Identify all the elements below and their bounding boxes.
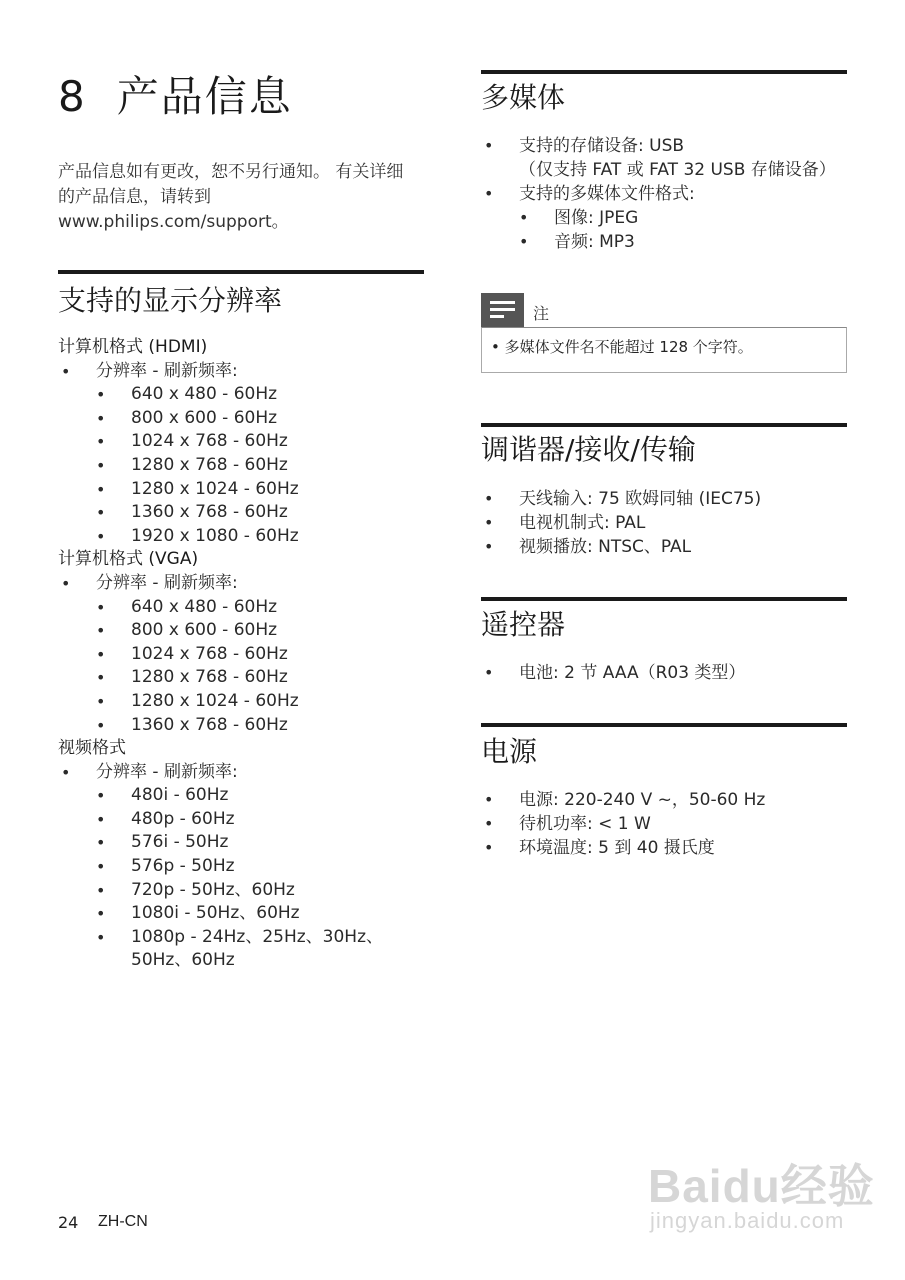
bullet: • (96, 526, 106, 546)
bullet: • (61, 361, 71, 381)
bullet: • (519, 232, 529, 251)
list-item: • 1024 x 768 - 60Hz (58, 430, 428, 454)
bullet: • (96, 621, 106, 641)
section-rule (481, 423, 847, 427)
bullet: • (96, 597, 106, 617)
list-item: • 天线输入: 75 欧姆同轴 (IEC75) (484, 489, 762, 509)
list-item: • 1280 x 768 - 60Hz (58, 454, 428, 478)
bullet: • (61, 762, 71, 782)
bullet: • (96, 927, 106, 947)
section-rule (481, 723, 847, 727)
bullet: • (484, 184, 494, 203)
multimedia-list (481, 134, 841, 254)
bullet: • (484, 537, 494, 556)
bullet: • (484, 513, 494, 532)
bullet: • (519, 208, 529, 227)
bullet: • (96, 455, 106, 475)
bullet: • (96, 385, 106, 405)
list-item: • 分辨率 - 刷新频率: (58, 761, 428, 785)
section-rule (481, 70, 847, 74)
chapter-title (58, 64, 293, 124)
bullet: • (96, 809, 106, 829)
list-item: • 1080i - 50Hz、60Hz (58, 902, 428, 926)
list-item: • 640 x 480 - 60Hz (58, 596, 428, 620)
language-code: ZH-CN (98, 1213, 148, 1230)
bullet: • (484, 489, 494, 508)
bullet: • (96, 691, 106, 711)
list-item: • 电源: 220-240 V ~，50-60 Hz (484, 790, 766, 810)
list-item: • 800 x 600 - 60Hz (58, 407, 428, 431)
list-item: • 电视机制式: PAL (484, 513, 646, 533)
bullet: • (96, 644, 106, 664)
section-rule (481, 597, 847, 601)
bullet: • (96, 904, 106, 924)
list-item: • 720p - 50Hz、60Hz (58, 879, 428, 903)
list-item: • 576p - 50Hz (58, 855, 428, 879)
section-title-resolutions: 支持的显示分辨率 (58, 284, 283, 317)
bullet: • (484, 838, 494, 857)
list-item: • 分辨率 - 刷新频率: (58, 572, 428, 596)
bullet: • (96, 432, 106, 452)
resolution-groups (58, 336, 428, 973)
bullet: • (96, 857, 106, 877)
list-item: • 图像: JPEG (519, 208, 639, 228)
watermark-logo: Baidu经验 (648, 1160, 875, 1212)
chapter-title-text: 产品信息 (116, 72, 293, 121)
group-list-video (58, 761, 428, 973)
list-item: • 480i - 60Hz (58, 784, 428, 808)
group-heading-video: 视频格式 (58, 738, 126, 759)
list-item: • 待机功率: < 1 W (484, 814, 651, 834)
bullet: • (96, 408, 106, 428)
list-item: • 分辨率 - 刷新频率: (58, 360, 428, 384)
bullet: • (96, 503, 106, 523)
list-item: • 1920 x 1080 - 60Hz (58, 525, 428, 549)
list-item: • 1280 x 1024 - 60Hz (58, 690, 428, 714)
section-title-power: 电源 (481, 735, 538, 768)
note-body (481, 327, 847, 373)
chapter-number: 8 (58, 72, 87, 121)
list-item: • 480p - 60Hz (58, 808, 428, 832)
bullet: • (96, 786, 106, 806)
bullet: • (484, 136, 494, 155)
page-number: 24 (58, 1213, 79, 1232)
bullet: • (484, 663, 494, 682)
list-item: • 576i - 50Hz (58, 831, 428, 855)
note-box (481, 293, 846, 372)
bullet: • (96, 880, 106, 900)
list-item: • 环境温度: 5 到 40 摄氏度 (484, 838, 715, 858)
group-heading-hdmi: 计算机格式 (HDMI) (58, 337, 208, 357)
storage-note: （仅支持 FAT 或 FAT 32 USB 存储设备） (519, 160, 836, 180)
list-item: • 音频: MP3 (519, 232, 635, 252)
group-heading-vga: 计算机格式 (VGA) (58, 549, 199, 570)
list-item: • 1280 x 1024 - 60Hz (58, 478, 428, 502)
note-label: 注 (533, 304, 550, 323)
remote-list (481, 661, 841, 685)
list-item: • 1280 x 768 - 60Hz (58, 666, 428, 690)
bullet: • (96, 715, 106, 735)
tuner-list (481, 487, 841, 559)
intro-paragraph: 产品信息如有更改，恕不另行通知。 有关详细的产品信息，请转到 www.philips.com/support。 (58, 162, 404, 232)
bullet: • (96, 668, 106, 688)
section-title-remote: 遥控器 (481, 608, 566, 641)
group-list-vga (58, 572, 428, 737)
list-item: • 1360 x 768 - 60Hz (58, 501, 428, 525)
bullet: • (484, 814, 494, 833)
watermark-url: jingyan.baidu.com (650, 1208, 845, 1233)
list-item: • 1080p - 24Hz、25Hz、30Hz、50Hz、60Hz (96, 926, 384, 971)
bullet: • (96, 833, 106, 853)
power-list (481, 788, 841, 860)
list-item: • 支持的多媒体文件格式: (484, 184, 695, 204)
list-item: • 1024 x 768 - 60Hz (58, 643, 428, 667)
list-item: • 电池: 2 节 AAA（R03 类型） (484, 663, 746, 683)
note-icon (481, 293, 524, 327)
list-item: • 1360 x 768 - 60Hz (58, 714, 428, 738)
note-text: • 多媒体文件名不能超过 128 个字符。 (491, 338, 753, 356)
section-rule (58, 270, 424, 274)
bullet: • (491, 338, 500, 356)
bullet: • (61, 573, 71, 593)
list-item: • 视频播放: NTSC、PAL (484, 537, 692, 557)
list-item: • 800 x 600 - 60Hz (58, 619, 428, 643)
section-title-multimedia: 多媒体 (481, 81, 566, 114)
section-title-tuner: 调谐器/接收/传输 (481, 433, 696, 466)
bullet: • (96, 479, 106, 499)
bullet: • (484, 790, 494, 809)
list-item: • 640 x 480 - 60Hz (58, 383, 428, 407)
group-list-hdmi (58, 360, 428, 549)
list-item: • 支持的存储设备: USB （仅支持 FAT 或 FAT 32 USB 存储设备） (484, 136, 836, 180)
